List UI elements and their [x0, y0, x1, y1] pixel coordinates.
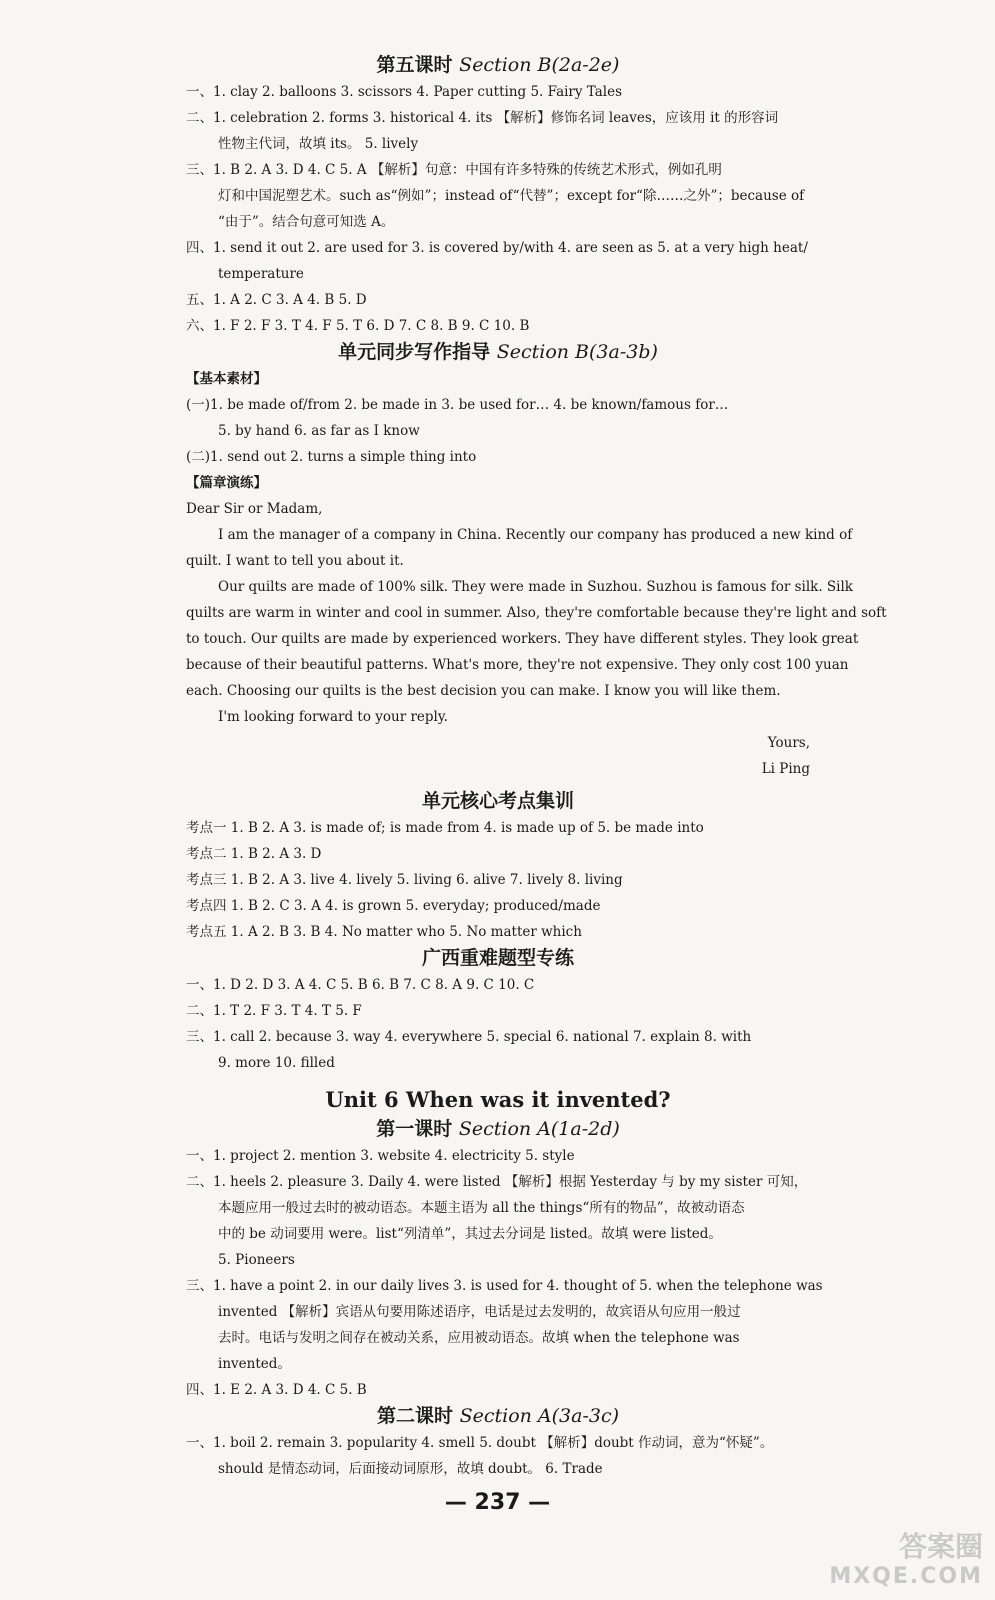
essay-line: I'm looking forward to your reply. [218, 709, 448, 725]
answer-line: 二、1. T 2. F 3. T 4. T 5. F [186, 1003, 362, 1019]
answer-line: 一、1. D 2. D 3. A 4. C 5. B 6. B 7. C 8. A 9. C 10. C [186, 977, 535, 993]
answer-line: 一、1. boil 2. remain 3. popularity 4. smell 5. doubt 【解析】doubt 作动词，意为“怀疑”。 [186, 1435, 774, 1451]
essay-line: Yours, [767, 735, 810, 751]
section-heading: 第二课时 Section A(3a-3c) [376, 1405, 620, 1427]
answer-line: invented 【解析】宾语从句要用陈述语序，电话是过去发明的，故宾语从句应用一般过 [218, 1304, 741, 1320]
answer-line: temperature [218, 266, 304, 282]
answer-line: 中的 be 动词要用 were。list“列清单”，其过去分词是 listed。故填 were listed。 [218, 1226, 722, 1242]
essay-line: because of their beautiful patterns. What's more, they're not expensive. They only cost 100 yuan [186, 657, 849, 673]
answer-line: 四、1. E 2. A 3. D 4. C 5. B [186, 1382, 367, 1398]
answer-line: 考点二 1. B 2. A 3. D [186, 846, 322, 862]
answer-page [186, 52, 887, 1482]
answer-line: (二)1. send out 2. turns a simple thing into [186, 449, 477, 465]
essay-line: quilt. I want to tell you about it. [186, 553, 404, 569]
page-number: — 237 — [444, 1490, 551, 1515]
answer-line: 考点一 1. B 2. A 3. is made of; is made from 4. is made up of 5. be made into [186, 820, 704, 836]
answer-line: 二、1. heels 2. pleasure 3. Daily 4. were listed 【解析】根据 Yesterday 与 by my sister 可知， [186, 1174, 808, 1190]
essay-line: Our quilts are made of 100% silk. They were made in Suzhou. Suzhou is famous for silk. Silk [218, 579, 853, 595]
answer-line: 5. Pioneers [218, 1252, 295, 1268]
answer-line: 考点五 1. A 2. B 3. B 4. No matter who 5. No matter which [186, 924, 582, 940]
answer-line: 三、1. have a point 2. in our daily lives 3. is used for 4. thought of 5. when the telephone was [186, 1278, 823, 1294]
answer-line: 二、1. celebration 2. forms 3. historical 4. its 【解析】修饰名词 leaves，应该用 it 的形容词 [186, 110, 779, 126]
answer-line: 三、1. call 2. because 3. way 4. everywhere 5. special 6. national 7. explain 8. with [186, 1029, 752, 1045]
answer-line: 一、1. project 2. mention 3. website 4. electricity 5. style [186, 1148, 575, 1164]
answer-line: should 是情态动词，后面接动词原形，故填 doubt。 6. Trade [218, 1461, 603, 1477]
answer-line: 灯和中国泥塑艺术。such as“例如”；instead of“代替”；except for“除……之外”；because of [218, 188, 805, 204]
label: 【篇章演练】 [186, 475, 267, 491]
watermark-bottom: MXQE.COM [829, 1564, 983, 1589]
section-heading: 第一课时 Section A(1a-2d) [376, 1118, 620, 1140]
answer-line: 去时。电话与发明之间存在被动关系，应用被动语态。故填 when the telephone was [218, 1330, 740, 1346]
section-heading: 单元同步写作指导 Section B(3a-3b) [338, 341, 658, 363]
answer-line: 9. more 10. filled [218, 1055, 335, 1071]
answer-line: “由于”。结合句意可知选 A。 [218, 214, 395, 230]
label: 【基本素材】 [186, 371, 267, 387]
answer-line: 一、1. clay 2. balloons 3. scissors 4. Paper cutting 5. Fairy Tales [186, 84, 623, 100]
essay-line: each. Choosing our quilts is the best decision you can make. I know you will like them. [186, 683, 781, 699]
answer-line: 四、1. send it out 2. are used for 3. is covered by/with 4. are seen as 5. at a very high heat/ [186, 240, 808, 256]
answer-line: 三、1. B 2. A 3. D 4. C 5. A 【解析】句意：中国有许多特殊的传统艺术形式，例如孔明 [186, 162, 722, 178]
answer-line: 性物主代词，故填 its。 5. lively [218, 136, 419, 152]
section-heading: 单元核心考点集训 [421, 790, 574, 812]
essay-line: I am the manager of a company in China. Recently our company has produced a new kind of [218, 527, 853, 543]
section-heading: 第五课时 Section B(2a-2e) [376, 54, 620, 76]
answer-line: 五、1. A 2. C 3. A 4. B 5. D [186, 292, 367, 308]
essay-line: Li Ping [761, 761, 810, 777]
answer-line: invented。 [218, 1356, 291, 1372]
answer-line: (一)1. be made of/from 2. be made in 3. be used for… 4. be known/famous for… [186, 397, 729, 413]
answer-line: 六、1. F 2. F 3. T 4. F 5. T 6. D 7. C 8. B 9. C 10. B [186, 318, 530, 334]
essay-line: quilts are warm in winter and cool in summer. Also, they're comfortable because they're light and soft [186, 605, 887, 621]
watermark-logo [823, 1532, 983, 1592]
answer-line: 考点四 1. B 2. C 3. A 4. is grown 5. everyday; produced/made [186, 898, 601, 914]
answer-line: 本题应用一般过去时的被动语态。本题主语为 all the things“所有的物品”，故被动语态 [218, 1200, 745, 1216]
answer-line: 考点三 1. B 2. A 3. live 4. lively 5. living 6. alive 7. lively 8. living [186, 872, 623, 888]
essay-line: to touch. Our quilts are made by experienced workers. They have different styles. They look great [186, 631, 859, 647]
essay-line: Dear Sir or Madam, [186, 501, 323, 517]
answer-line: 5. by hand 6. as far as I know [218, 423, 420, 439]
watermark-top: 答案圈 [898, 1530, 983, 1563]
section-heading: 广西重难题型专练 [421, 947, 574, 969]
unit-title: Unit 6 When was it invented? [325, 1087, 671, 1112]
